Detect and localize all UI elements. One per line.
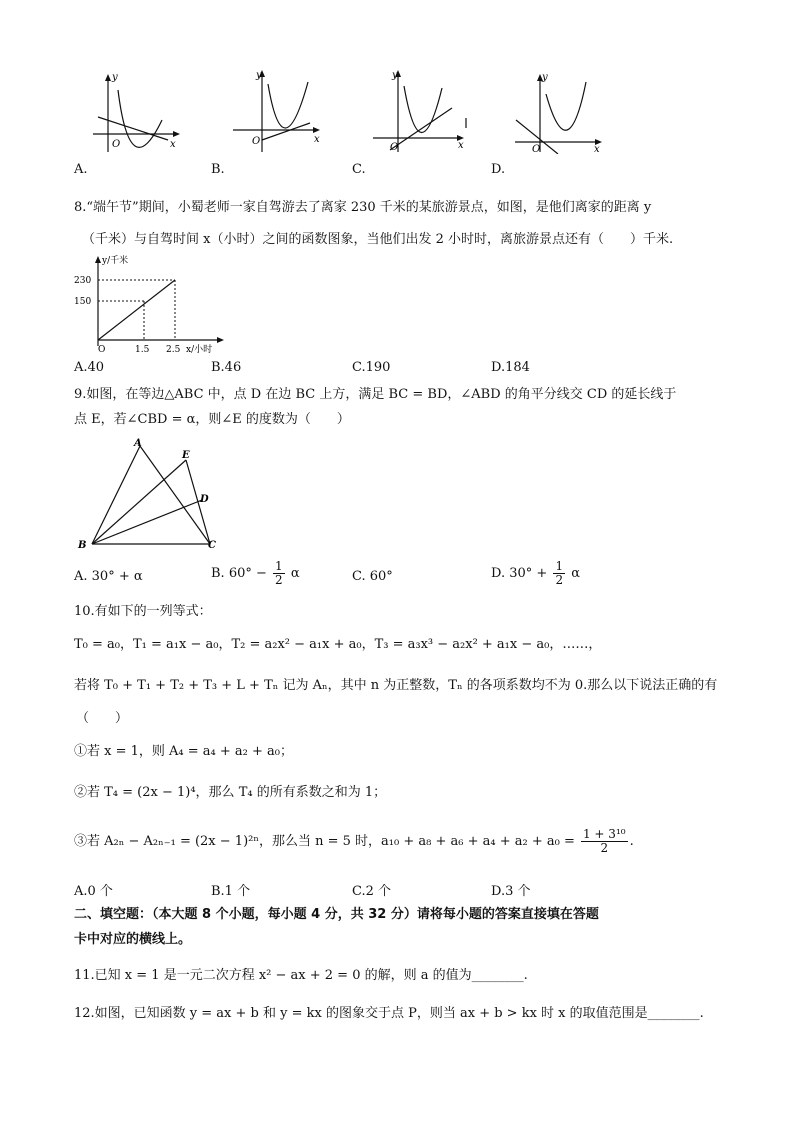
q7b-y: y [256,70,262,81]
q7-option-b[interactable]: B. [211,162,225,177]
q10-statement-1: ①若 x = 1，则 A₄ = a₄ + a₂ + a₀； [74,744,293,759]
q9-b-fraction: $\frac{1}{2}$ [275,559,283,587]
q7d-x: x [594,144,600,154]
q9-stem-line1: 9.如图，在等边△ABC 中，点 D 在边 BC 上方，满足 BC = BD，∠ABD 的角平分线交 CD 的延长线于 [74,387,677,402]
q7d-o: O [532,144,541,154]
q8-ylabel: y/千米 [102,256,129,266]
q8-origin: O [98,345,106,355]
q7c-o: O [390,142,399,153]
q8-stem-line2: （千米）与自驾时间 x（小时）之间的函数图象，当他们出发 2 小时时，离旅游景点还有（ ）千米. [82,232,674,247]
q8-stem-line1: 8.“端午节”期间，小蜀老师一家自驾游去了离家 230 千米的某旅游景点，如图，是他们离家的距离 y [74,200,652,215]
q7b-o: O [252,136,261,147]
section2-heading-line2: 卡中对应的横线上。 [74,932,192,947]
q10-option-d[interactable]: D.3 个 [491,884,531,899]
q9-option-b[interactable] [211,560,300,587]
q7-graph-d [510,72,610,154]
q10-s3-suffix: . [629,834,634,849]
q8-option-a[interactable]: A.40 [74,360,105,375]
q7c-y: y [392,70,398,81]
q9-d-fraction: $\frac{1}{2}$ [555,559,564,587]
q7a-o: O [112,139,121,150]
q8-xtick-1-5: 1.5 [135,345,150,355]
q8-option-c[interactable]: C.190 [352,360,391,375]
q7a-x: x [170,139,176,150]
q10-formula: T₀ = a₀，T₁ = a₁x − a₀，T₂ = a₂x² − a₁x + a₀，T₃ = a₃x³ − a₂x² + a₁x − a₀，……， [74,637,602,652]
q10-option-b[interactable]: B.1 个 [211,884,251,899]
q9-label-a: A [134,438,142,449]
q7-graph-a [88,72,183,154]
q10-stem-line2: （ ） [76,711,129,726]
q10-s3-prefix: ③若 A₂ₙ − A₂ₙ₋₁ = (2x − 1)²ⁿ，那么当 n = 5 时，a₁₀ + a₈ + a₆ + a₄ + a₂ + a₀ = [74,834,575,849]
q9-label-e: E [182,450,190,461]
q9-stem-line2: 点 E，若∠CBD = α，则∠E 的度数为（ ） [74,412,350,427]
q10-option-a[interactable]: A.0 个 [74,884,113,899]
q7-graph-c [368,68,473,154]
q9-label-d: D [200,494,209,505]
q9-d-prefix: D. 30° + [491,566,548,581]
q9-label-b: B [78,540,87,551]
section2-heading-line1: 二、填空题：（本大题 8 个小题，每小题 4 分，共 32 分）请将每小题的答案直接填在答题 [74,907,599,922]
q8-option-d[interactable]: D.184 [491,360,530,375]
q8-xtick-2-5: 2.5 [166,345,181,355]
q7a-y: y [112,72,118,83]
q12-text: 12.如图，已知函数 y = ax + b 和 y = kx 的图象交于点 P，则当 ax + b > kx 时 x 的取值范围是________. [74,1006,704,1021]
q7-option-a[interactable]: A. [74,162,88,177]
q9-label-c: C [208,540,216,551]
q8-xlabel: x/小时 [186,345,213,355]
q10-option-c[interactable]: C.2 个 [352,884,392,899]
q10-title: 10.有如下的一列等式： [74,604,212,619]
q7-option-c[interactable]: C. [352,162,366,177]
q10-statement-2: ②若 T₄ = (2x − 1)⁴，那么 T₄ 的所有系数之和为 1； [74,785,387,800]
q7d-y: y [542,72,548,83]
q9-option-c[interactable]: C. 60° [352,569,393,584]
q10-statement-3 [74,828,634,855]
q8-distance-time-graph [70,254,240,356]
q9-b-prefix: B. 60° − [211,566,267,581]
q9-option-d[interactable] [491,560,580,587]
q7-graph-b [228,68,328,154]
q10-s3-fraction: $\frac{\text{1 + 3¹⁰}}{2}$ [582,827,626,855]
q9-b-suffix: α [290,566,300,581]
q11-text: 11.已知 x = 1 是一元二次方程 x² − ax + 2 = 0 的解，则 a 的值为________. [74,968,528,983]
q9-triangle-figure [74,434,224,554]
q8-option-b[interactable]: B.46 [211,360,242,375]
q7b-x: x [314,134,320,145]
q9-option-a[interactable]: A. 30° + α [74,569,143,584]
q10-stem-line1: 若将 T₀ + T₁ + T₂ + T₃ + L + Tₙ 记为 Aₙ，其中 n 为正整数，Tₙ 的各项系数均不为 0.那么以下说法正确的有 [74,678,718,693]
q8-ytick-230: 230 [74,276,92,286]
q9-d-suffix: α [571,566,580,581]
q7-option-d[interactable]: D. [491,162,506,177]
q7c-x: x [458,140,464,151]
q8-ytick-150: 150 [74,297,92,307]
